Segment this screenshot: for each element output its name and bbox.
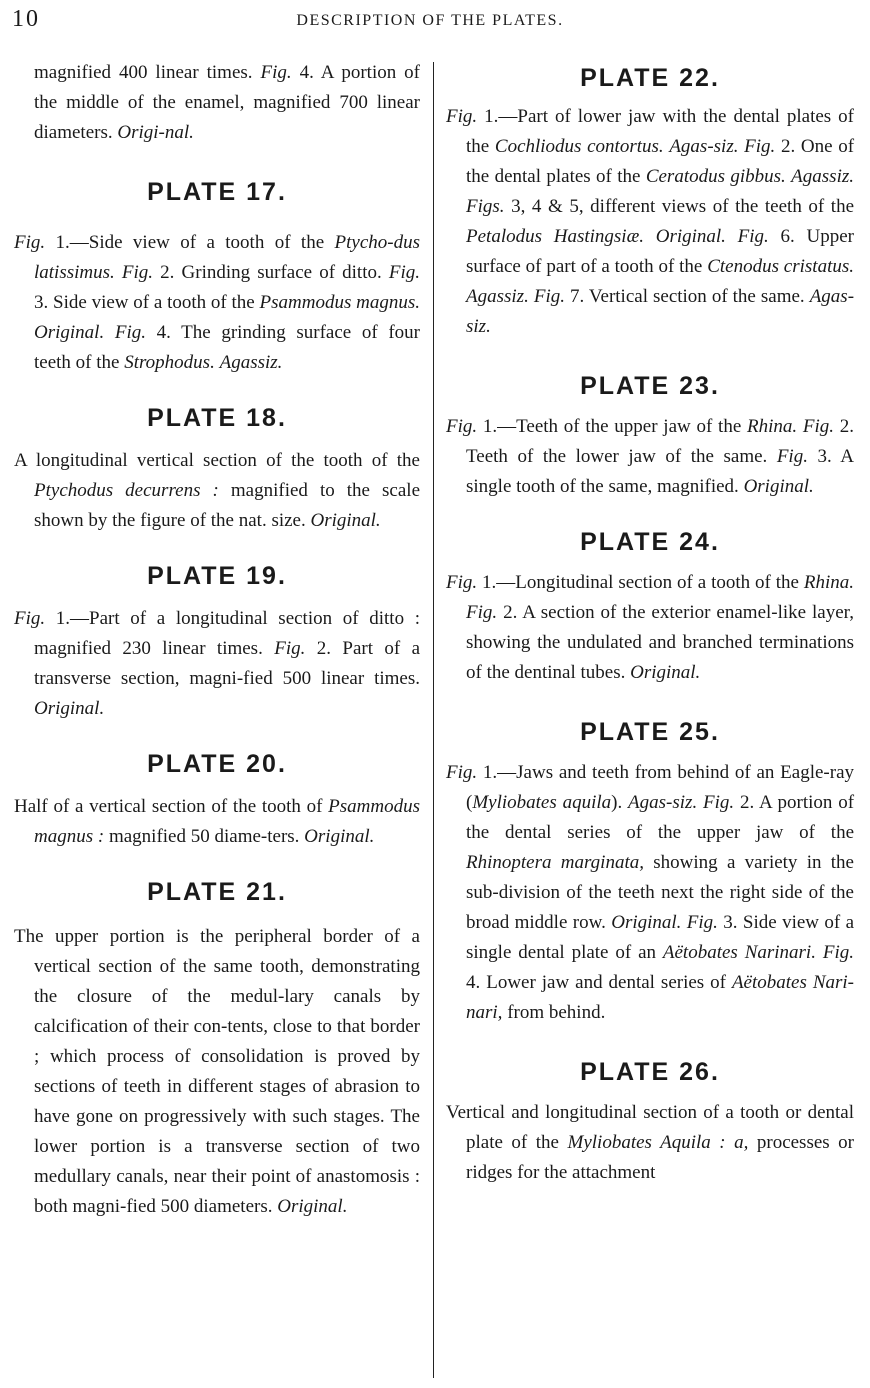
fig-ref: Fig. <box>14 232 46 253</box>
plate-19-description <box>14 604 420 724</box>
text: 1.—Side view of a tooth of the <box>45 232 335 253</box>
text: 1.—Jaws and teeth from behind of an Eagle-ray ( <box>466 762 854 813</box>
plate-24-heading: PLATE 24. <box>580 528 720 556</box>
text: 1.—Part of a longitudinal section of ditto : magnified 230 linear times. <box>34 608 420 659</box>
species-name: Myliobates Aquila : <box>567 1132 726 1153</box>
text: from behind. <box>502 1002 606 1023</box>
right-column <box>446 58 854 1188</box>
text: portion of the middle of the enamel, <box>34 62 421 113</box>
fig-ref: Fig. <box>744 136 776 157</box>
original-ref: Original. <box>655 226 726 247</box>
text: 1.—Part of lower jaw with the dental plates of the <box>466 106 854 157</box>
fig-ref: Fig. <box>446 762 478 783</box>
plate-19-heading: PLATE 19. <box>147 562 287 590</box>
species-name: Rhina. <box>803 572 854 593</box>
running-head <box>10 6 850 34</box>
author-ref: Agas-siz. <box>669 136 739 157</box>
plate-18-heading: PLATE 18. <box>147 404 287 432</box>
fig-ref: Fig. <box>737 226 769 247</box>
plate-24-description <box>446 568 854 688</box>
text: Half of a vertical section of the tooth of <box>14 796 329 817</box>
plate-22-heading: PLATE 22. <box>580 64 720 92</box>
author-ref: Agassiz. <box>466 286 529 307</box>
plate-25-description <box>446 758 854 1028</box>
text: 4. A <box>291 62 334 83</box>
fig-ref: Fig. <box>14 608 46 629</box>
label-letter: a, <box>734 1132 749 1153</box>
text: 1.—Teeth of the upper jaw of the <box>477 416 747 437</box>
species-name: Aëtobates Narinari. <box>662 942 816 963</box>
original-ref: Original. <box>277 1196 348 1217</box>
continuation-paragraph <box>14 58 420 148</box>
text: showing a variety in the sub-division of the teeth next the right side of the broad middle row. <box>466 852 854 933</box>
text: 3. Side view of a tooth of the <box>34 292 260 313</box>
species-name: Psammodus magnus : <box>34 796 420 847</box>
fig-ref: Fig. <box>776 446 808 467</box>
plate-17-description <box>14 228 420 378</box>
plate-20-heading: PLATE 20. <box>147 750 287 778</box>
fig-ref: Fig. <box>533 286 565 307</box>
species-name: Aëtobates Nari-nari, <box>466 972 854 1023</box>
text: 2. Grinding surface of ditto. <box>153 262 382 283</box>
text: 4. Lower jaw and dental series of <box>466 972 732 993</box>
species-name: Cochliodus contortus. <box>494 136 664 157</box>
text: 3. Side view of a single dental plate of an <box>466 912 854 963</box>
plate-26-description <box>446 1098 854 1188</box>
plate-23-heading: PLATE 23. <box>580 372 720 400</box>
original-ref: Original. <box>743 476 814 497</box>
running-title: DESCRIPTION OF THE PLATES. <box>296 12 564 29</box>
species-name: Ctenodus cristatus. <box>707 256 854 277</box>
column-divider <box>433 62 434 1378</box>
species-name: Myliobates aquila <box>472 792 612 813</box>
fig-ref: Fig. <box>114 322 146 343</box>
plate-22-description <box>446 102 854 342</box>
original-ref: nal. <box>164 122 194 143</box>
plate-21-description <box>14 922 420 1222</box>
species-name: Strophodus. <box>124 352 215 373</box>
plate-21-heading: PLATE 21. <box>147 878 287 906</box>
fig-ref: Fig. <box>446 572 478 593</box>
author-ref: Agassiz. <box>219 352 283 373</box>
original-ref: Original. <box>34 322 105 343</box>
fig-ref: Fig. <box>822 942 854 963</box>
text: 2. A portion of the dental series of the upper jaw of the <box>466 792 855 843</box>
species-name: Ceratodus gibbus. <box>645 166 786 187</box>
plate-18-description <box>14 446 420 536</box>
fig-ref: Fig. <box>260 62 292 83</box>
page-number: 10 <box>12 6 40 32</box>
text: magnified 400 linear times. <box>34 62 253 83</box>
fig-ref: Fig. <box>703 792 735 813</box>
text: 2. Part of a transverse section, magni-fied 500 linear times. <box>34 638 421 689</box>
text: 6. Upper surface of part of a tooth of the <box>466 226 855 277</box>
original-ref: Original. <box>34 698 105 719</box>
fig-ref: Fig. <box>686 912 718 933</box>
text: A longitudinal vertical section of the tooth of the <box>14 450 420 471</box>
text: 1.—Longitudinal section of a tooth of the <box>477 572 804 593</box>
fig-ref: Fig. <box>802 416 835 437</box>
fig-ref: Fig. <box>274 638 306 659</box>
text: processes or ridges for the attachment <box>466 1132 855 1183</box>
text: 3. A single tooth of the same, magnified. <box>466 446 854 497</box>
text: magnified to the scale shown by the figure of the nat. size. <box>34 480 421 531</box>
original-ref: Original. <box>611 912 682 933</box>
species-name: Rhina. <box>747 416 798 437</box>
original-ref: Origi- <box>117 122 165 143</box>
text: 7. Vertical section of the same. <box>564 286 805 307</box>
author-ref: Agassiz. <box>791 166 854 187</box>
text: magnified 700 linear diameters. <box>34 92 421 143</box>
fig-ref: Fig. <box>446 416 478 437</box>
fig-ref: Fig. <box>121 262 154 283</box>
species-name: Ptychodus decurrens : <box>34 480 219 501</box>
plate-26-heading: PLATE 26. <box>580 1058 720 1086</box>
species-name: Psammodus magnus. <box>259 292 420 313</box>
text: 4. The grinding surface of four teeth of the <box>34 322 420 373</box>
text: 2. Teeth of the lower jaw of the same. <box>466 416 855 467</box>
author-ref: Agas-siz. <box>628 792 698 813</box>
author-ref: Agas-siz. <box>466 286 855 337</box>
original-ref: Original. <box>304 826 375 847</box>
original-ref: Original. <box>630 662 701 683</box>
species-name: Ptycho-dus latissimus. <box>34 232 420 283</box>
fig-ref: Fig. <box>388 262 421 283</box>
text: 2. One of the dental plates of the <box>466 136 855 187</box>
plate-20-description <box>14 792 420 852</box>
text: 3, 4 & 5, different views of the teeth of the <box>504 196 854 217</box>
text: ). <box>611 792 623 813</box>
text: 2. A section of the exterior enamel-like layer, showing the undulated and branched terminations of the dentinal tubes. <box>466 602 854 683</box>
fig-ref: Fig. <box>466 602 498 623</box>
text: magnified 50 diame-ters. <box>104 826 300 847</box>
left-column <box>14 58 420 1222</box>
text: Vertical and longitudinal section of a tooth or dental plate of the <box>446 1102 854 1153</box>
plate-17-heading: PLATE 17. <box>147 178 287 206</box>
plate-23-description <box>446 412 854 502</box>
species-name: Petalodus Hastingsiæ. <box>466 226 644 247</box>
original-ref: Original. <box>310 510 381 531</box>
plate-25-heading: PLATE 25. <box>580 718 720 746</box>
fig-ref: Figs. <box>466 196 505 217</box>
fig-ref: Fig. <box>446 106 478 127</box>
species-name: Rhinoptera marginata, <box>466 852 644 873</box>
text: The upper portion is the peripheral border of a vertical section of the same tooth, demonstrating the closure of the medul-lary canals by calcification of their con-tents, close to that border ; which process of consolidation is proved by sections of teeth in different stages of abrasion to have gone on progressively with such stages. The lower portion is a transverse section of two medullary canals, near their point of anastomosis : both magni-fied 500 diameters. <box>14 926 420 1217</box>
